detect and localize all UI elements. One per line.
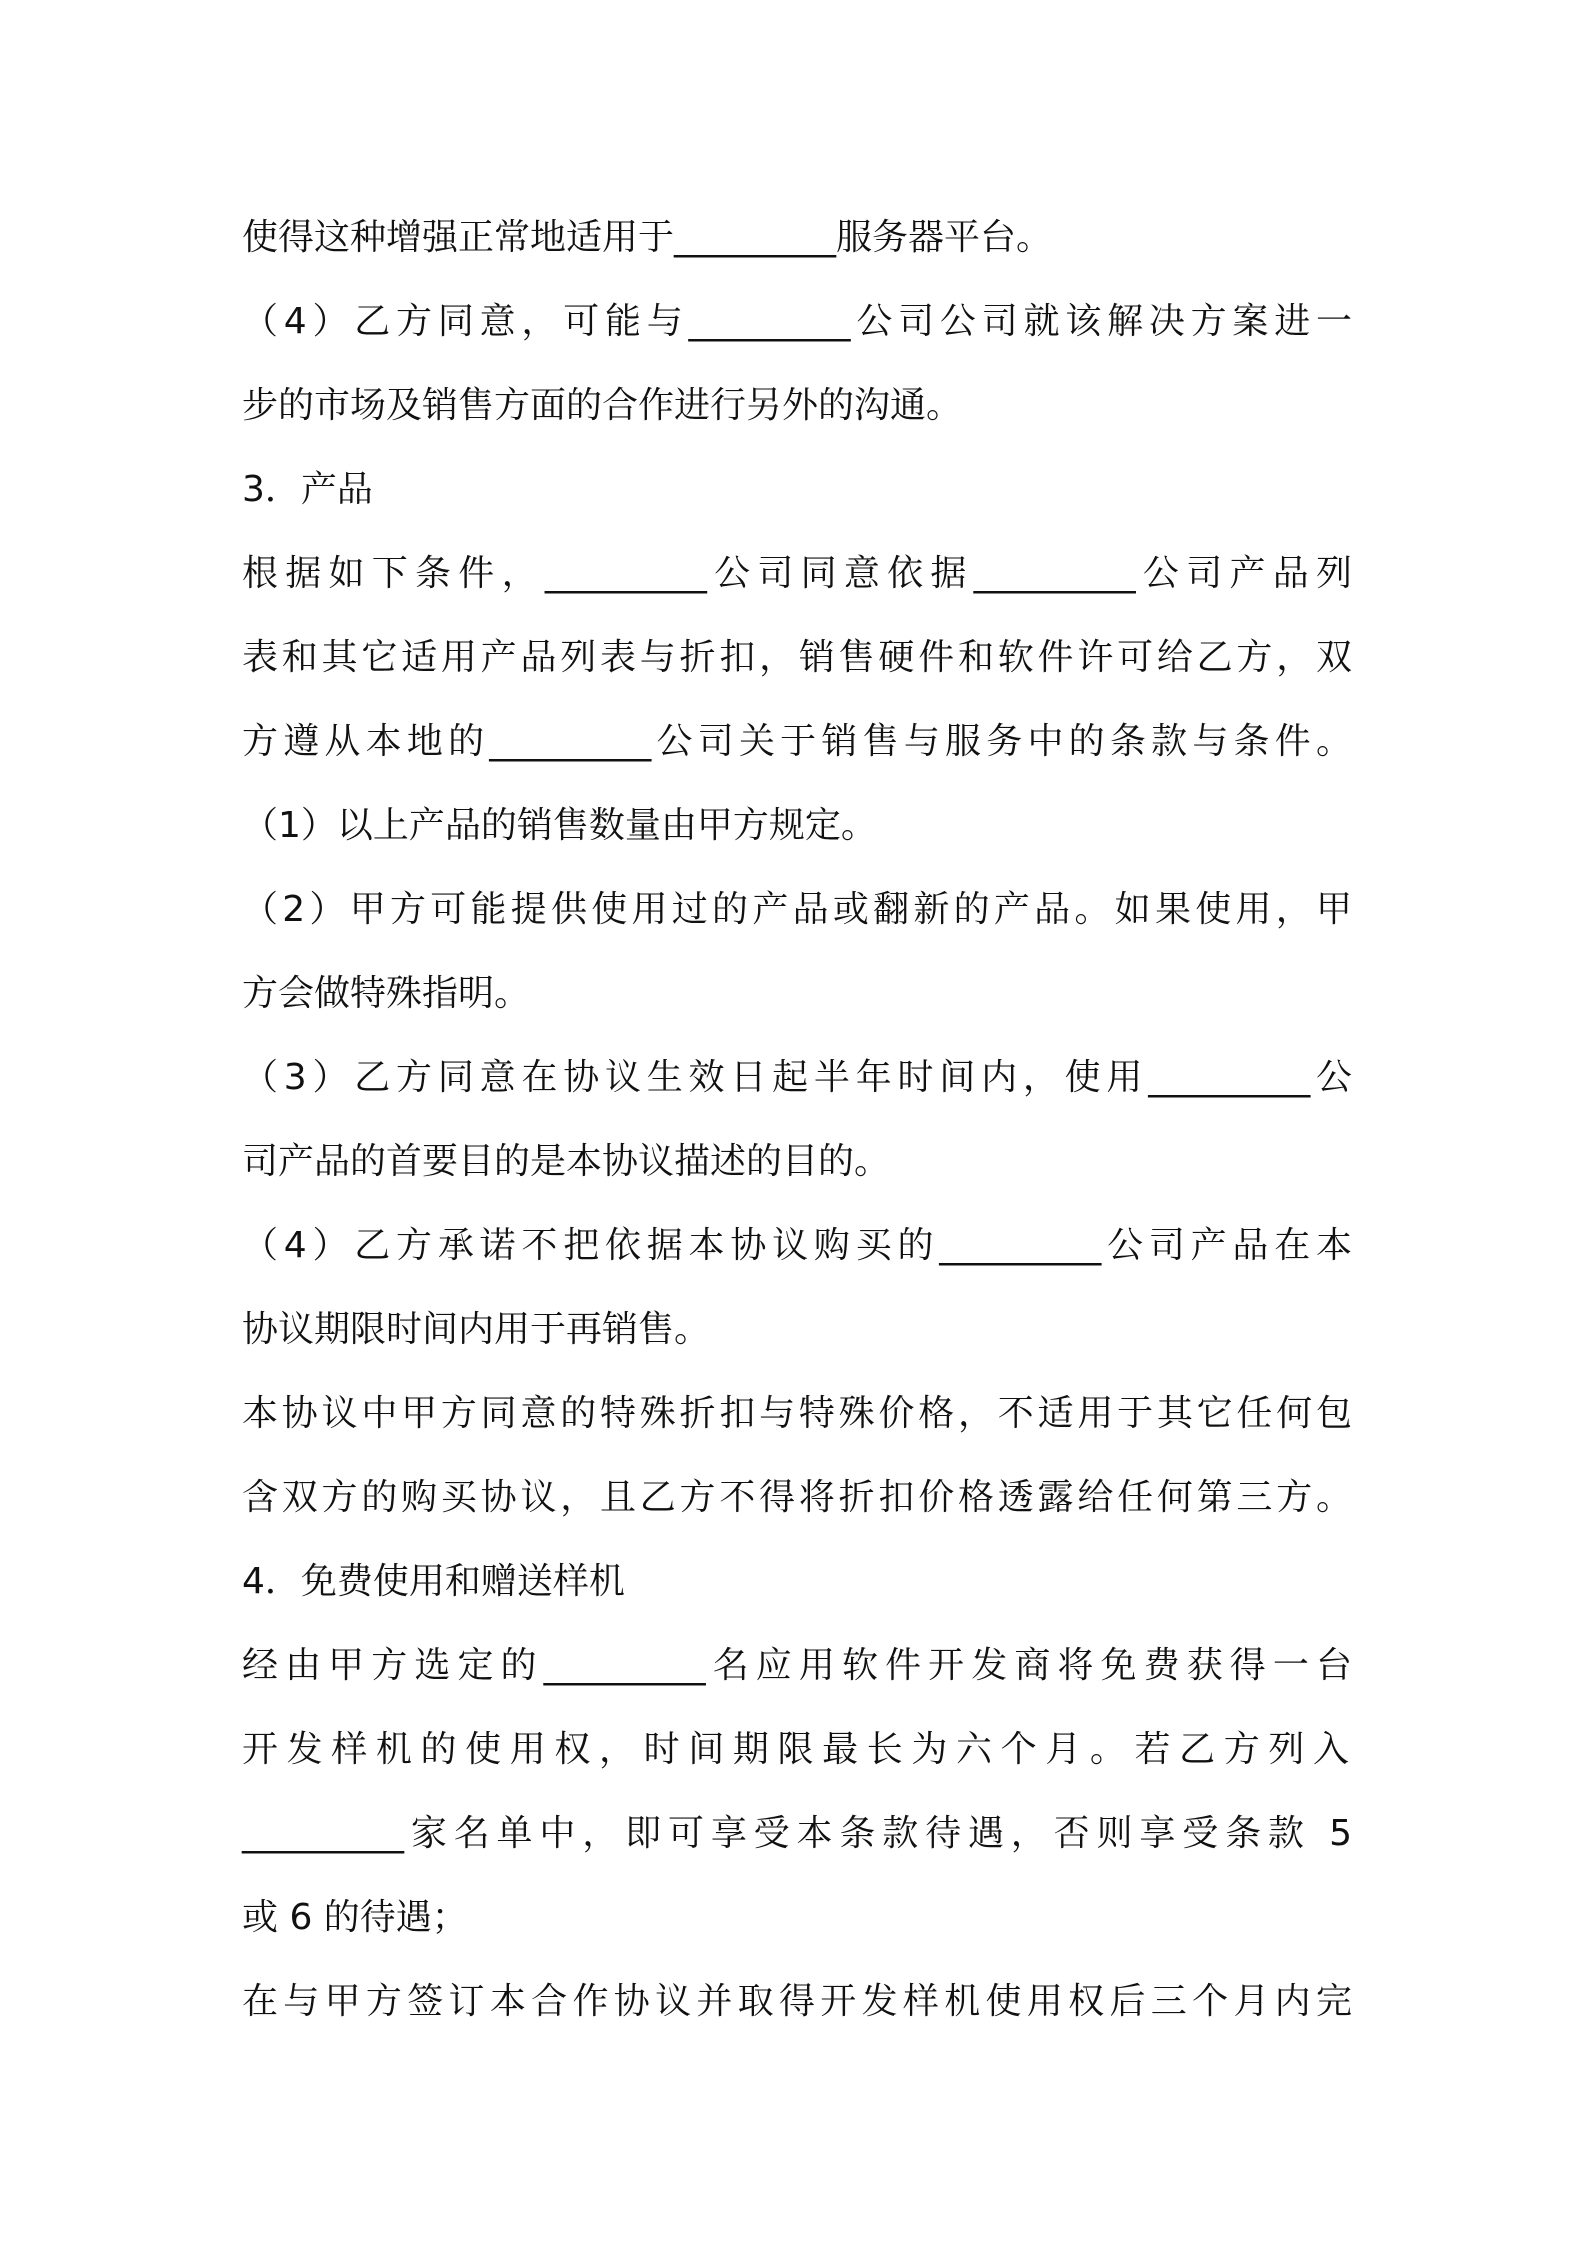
- text-line: 经由甲方选定的_________名应用软件开发商将免费获得一台: [242, 1645, 1352, 1686]
- text-line: 方会做特殊指明。: [242, 973, 531, 1014]
- text-line: 或 6 的待遇；: [242, 1897, 468, 1938]
- text-line: 协议期限时间内用于再销售。: [242, 1309, 711, 1350]
- text-line: （3）乙方同意在协议生效日起半年时间内，使用_________公: [242, 1057, 1352, 1098]
- text-line: 表和其它适用产品列表与折扣，销售硬件和软件许可给乙方，双: [242, 637, 1352, 678]
- text-line: _________家名单中，即可享受本条款待遇，否则享受条款 5: [242, 1813, 1352, 1854]
- text-line: 在与甲方签订本合作协议并取得开发样机使用权后三个月内完: [242, 1981, 1352, 2022]
- text-line: 方遵从本地的_________公司关于销售与服务中的条款与条件。: [242, 721, 1352, 762]
- text-line: 含双方的购买协议，且乙方不得将折扣价格透露给任何第三方。: [242, 1477, 1352, 1518]
- text-line: （1）以上产品的销售数量由甲方规定。: [242, 805, 877, 846]
- section-heading: 4．免费使用和赠送样机: [242, 1561, 625, 1602]
- document-body: [242, 196, 1352, 2044]
- text-line: 根据如下条件，_________公司同意依据_________公司产品列: [242, 553, 1352, 594]
- text-line: （4）乙方同意，可能与_________公司公司就该解决方案进一: [242, 301, 1352, 342]
- text-line: （4）乙方承诺不把依据本协议购买的_________公司产品在本: [242, 1225, 1352, 1266]
- text-line: 本协议中甲方同意的特殊折扣与特殊价格，不适用于其它任何包: [242, 1393, 1352, 1434]
- text-line: （2）甲方可能提供使用过的产品或翻新的产品。如果使用，甲: [242, 889, 1352, 930]
- text-line: 步的市场及销售方面的合作进行另外的沟通。: [242, 385, 963, 426]
- text-line: 开发样机的使用权，时间期限最长为六个月。若乙方列入: [242, 1729, 1352, 1770]
- text-line: 司产品的首要目的是本协议描述的目的。: [242, 1141, 891, 1182]
- section-heading: 3．产品: [242, 469, 373, 510]
- text-line: 使得这种增强正常地适用于_________服务器平台。: [242, 217, 1053, 258]
